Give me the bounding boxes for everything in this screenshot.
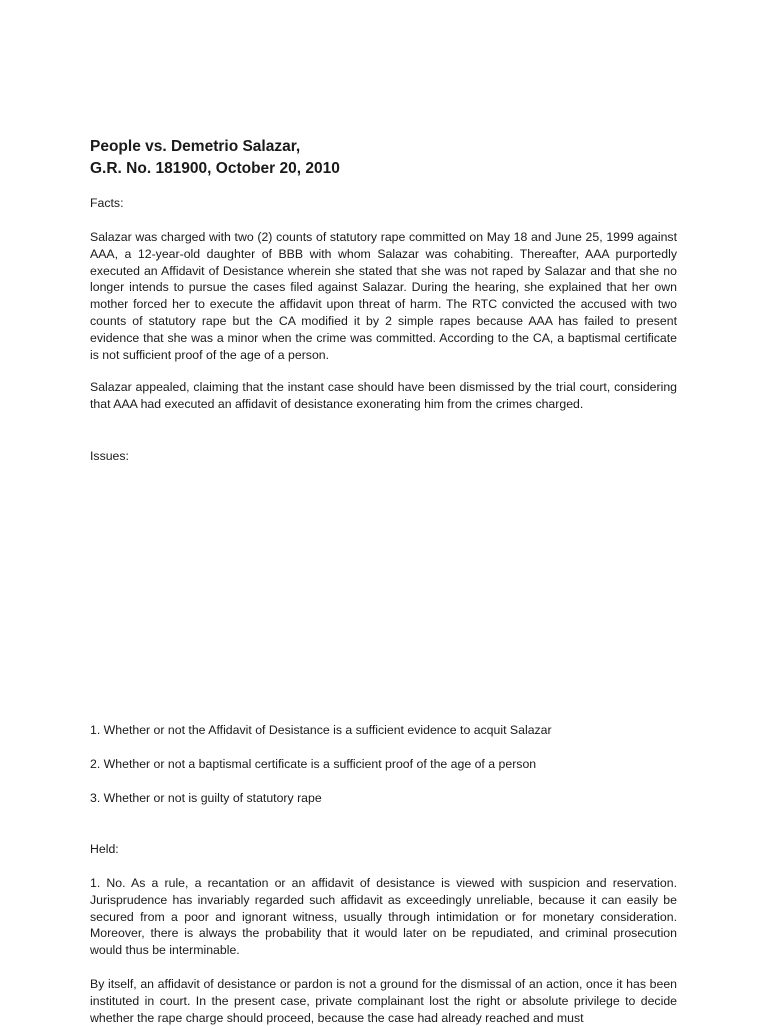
facts-paragraph-2: Salazar appealed, claiming that the instant case should have been dismissed by the trial court, considering that AAA had executed an affidavit of desistance exonerating him from the crimes charged. [90, 380, 677, 412]
case-title-line-1: People vs. Demetrio Salazar, [90, 138, 301, 155]
held-paragraph-1: 1. No. As a rule, a recantation or an affidavit of desistance is viewed with suspicion and reservation. Jurisprudence has invariably regarded such affidavit as exceedingly unreliable, because it can easily be secured from a poor and ignorant witness, usually through intimidation or for monetary consideration. Moreover, there is always the probability that it would later on be repudiated, and criminal prosecution would thus be interminable. [90, 875, 677, 958]
held-paragraph-2: By itself, an affidavit of desistance or pardon is not a ground for the dismissal of an action, once it has been instituted in court. In the present case, private complainant lost the right or absolute privilege to decide whether the rape charge should proceed, because the case had already reached and must [90, 976, 677, 1025]
facts-paragraph-1: Salazar was charged with two (2) counts of statutory rape committed on May 18 and June 25, 1999 against AAA, a 12-year-old daughter of BBB with whom Salazar was cohabiting. Thereafter, AAA purportedly executed an Affidavit of Desistance wherein she stated that she was not raped by Salazar and that she no longer intends to pursue the cases filed against Salazar. During the hearing, she explained that her own mother forced her to execute the affidavit upon threat of harm. The RTC convicted the accused with two counts of statutory rape but the CA modified it by 2 simple rapes because AAA has failed to present evidence that she was a minor when the crime was committed. According to the CA, a baptismal certificate is not sufficient proof of the age of a person. [90, 230, 677, 362]
issue-item-2: 2. Whether or not a baptismal certificate is a sufficient proof of the age of a person [90, 756, 537, 771]
document-page [90, 136, 677, 1026]
case-title-line-2: G.R. No. 181900, October 20, 2010 [90, 160, 340, 177]
issues-heading: Issues: [90, 448, 129, 463]
facts-heading: Facts: [90, 196, 124, 210]
held-heading: Held: [90, 841, 119, 856]
issue-item-1: 1. Whether or not the Affidavit of Desistance is a sufficient evidence to acquit Salazar [90, 722, 552, 737]
case-title [90, 136, 677, 180]
issue-item-3: 3. Whether or not is guilty of statutory rape [90, 790, 322, 805]
